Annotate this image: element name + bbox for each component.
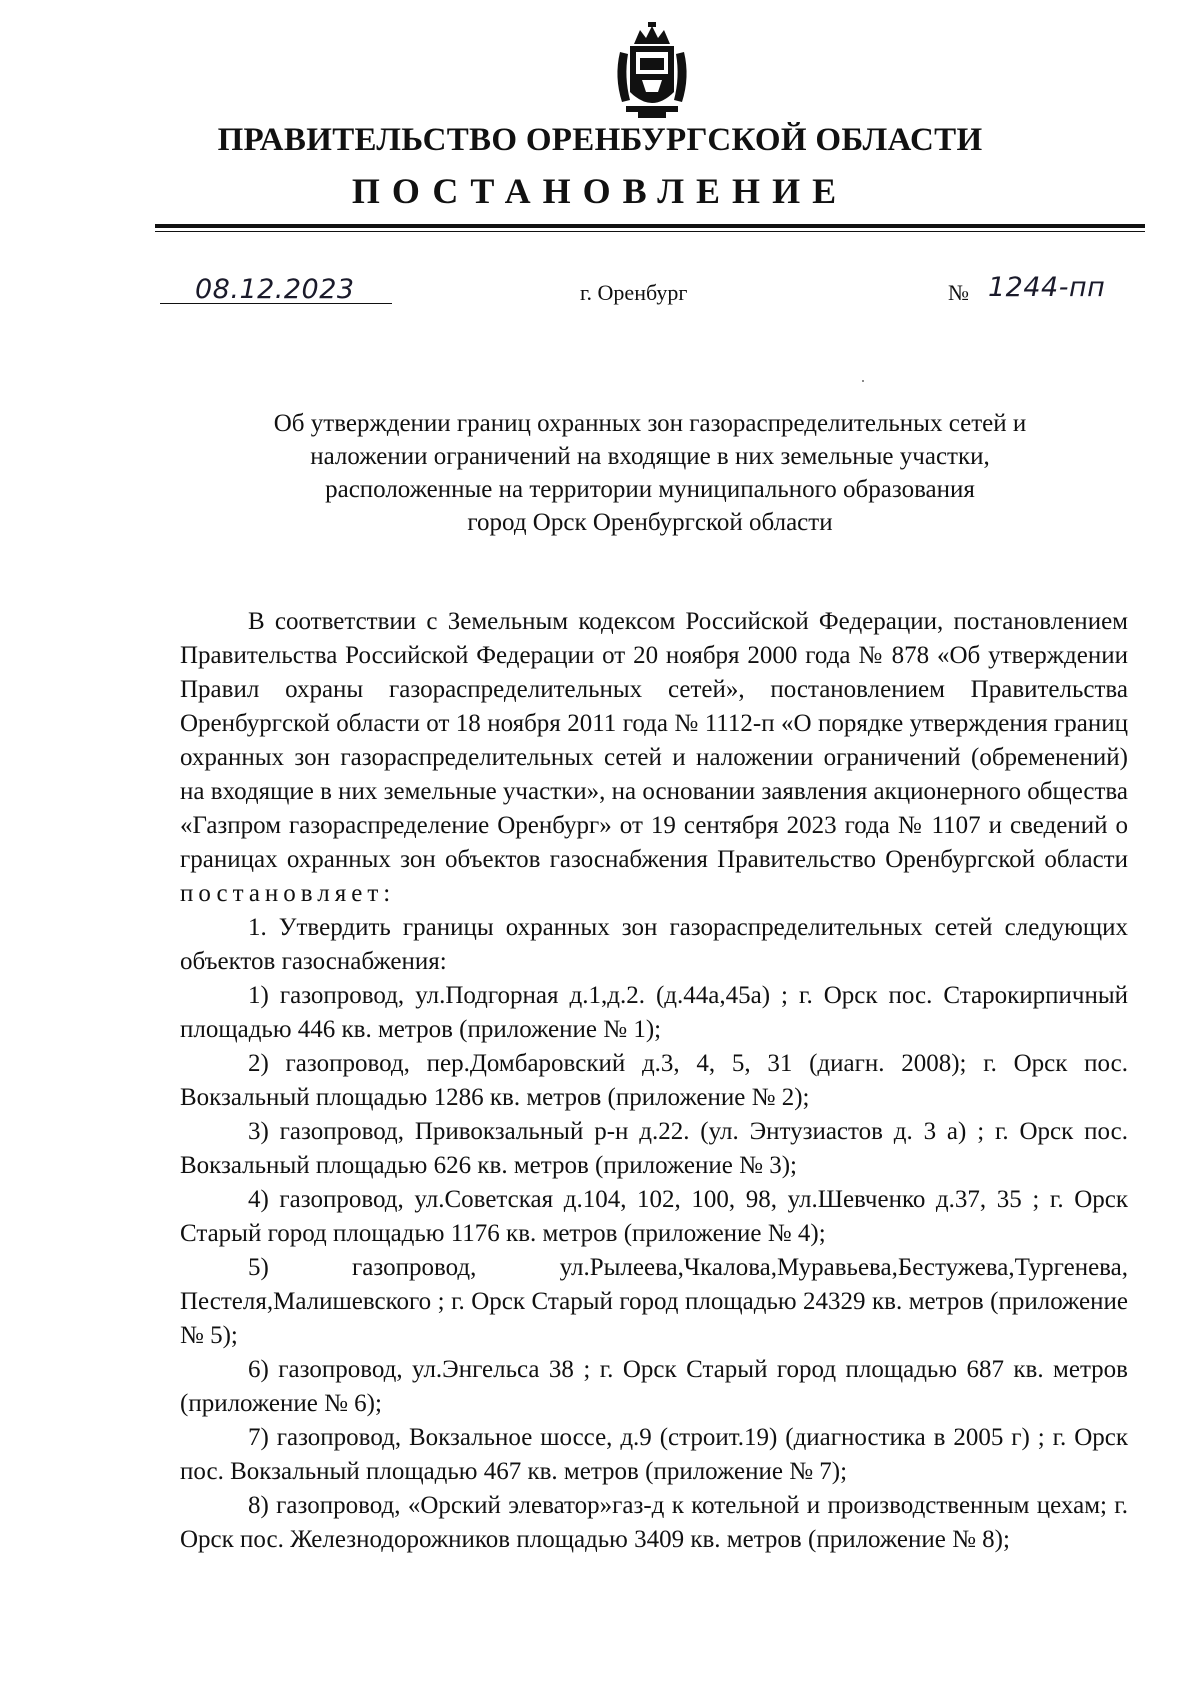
document-body: [180, 605, 1128, 1557]
preamble-text: В соответствии с Земельным кодексом Российской Федерации, постановлением Правительства Российской Федерации от 20 ноября 2000 года № 878 «Об утверждении Правил охраны газораспределительных сетей», постановлением Правительства Оренбургской области от 18 ноября 2011 года № 1112-п «О порядке утверждения границ охранных зон газораспределительных сетей и наложении ограничений (обременений) на входящие в них земельные участки», на основании заявления акционерного общества «Газпром газораспределение Оренбург» от 19 сентября 2023 года № 1107 и сведений о границах охранных зон объектов газоснабжения Правительство Оренбургской области: [180, 608, 1128, 873]
subject-line: наложении ограничений на входящие в них земельные участки,: [310, 443, 990, 470]
document-city: г. Оренбург: [580, 280, 688, 305]
decree-word: постановляет:: [180, 880, 396, 907]
list-item: 7) газопровод, Вокзальное шоссе, д.9 (строит.19) (диагностика в 2005 г) ; г. Орск пос. Вокзальный площадью 467 кв. метров (приложение № 7);: [180, 1424, 1128, 1485]
list-item: 1) газопровод, ул.Подгорная д.1,д.2. (д.44а,45а) ; г. Орск пос. Старокирпичный площадью 446 кв. метров (приложение № 1);: [180, 982, 1128, 1043]
subject-line: город Орск Оренбургской области: [467, 509, 833, 536]
document-number: 1244-пп: [988, 272, 1106, 303]
subject-line: Об утверждении границ охранных зон газораспределительных сетей и: [273, 410, 1027, 437]
government-title: ПРАВИТЕЛЬСТВО ОРЕНБУРГСКОЙ ОБЛАСТИ: [217, 122, 983, 158]
orenburg-coat-of-arms-icon: [612, 22, 692, 122]
document-type-title: ПОСТАНОВЛЕНИЕ: [351, 171, 849, 211]
list-item: 3) газопровод, Привокзальный р-н д.22. (ул. Энтузиастов д. 3 а) ; г. Орск пос. Вокзальный площадью 626 кв. метров (приложение № 3);: [180, 1118, 1128, 1179]
document-date: 08.12.2023: [195, 274, 355, 305]
list-item: 2) газопровод, пер.Домбаровский д.3, 4, 5, 31 (диагн. 2008); г. Орск пос. Вокзальный площадью 1286 кв. метров (приложение № 2);: [180, 1050, 1128, 1111]
subject-line: расположенные на территории муниципального образования: [325, 476, 975, 503]
list-item: 8) газопровод, «Орский элеватор»газ-д к котельной и производственным цехам; г. Орск пос. Железнодорожников площадью 3409 кв. метров (приложение № 8);: [180, 1492, 1128, 1553]
preamble-paragraph: [180, 605, 1128, 911]
header-divider-thin: [155, 231, 1145, 232]
list-item: 6) газопровод, ул.Энгельса 38 ; г. Орск Старый город площадью 687 кв. метров (приложение № 6);: [180, 1356, 1128, 1417]
list-item: 4) газопровод, ул.Советская д.104, 102, 100, 98, ул.Шевченко д.37, 35 ; г. Орск Старый город площадью 1176 кв. метров (приложение № 4);: [180, 1186, 1128, 1247]
document-number-label: №: [948, 280, 969, 305]
header-divider-thick: [155, 224, 1145, 228]
point-1-paragraph: 1. Утвердить границы охранных зон газораспределительных сетей следующих объектов газоснабжения:: [180, 914, 1128, 975]
document-subject: [150, 407, 1150, 539]
scan-speck: [862, 380, 864, 382]
list-item: 5) газопровод, ул.Рылеева,Чкалова,Муравьева,Бестужева,Тургенева, Пестеля,Малишевского ; г. Орск Старый город площадью 24329 кв. метров (приложение № 5);: [180, 1254, 1128, 1349]
